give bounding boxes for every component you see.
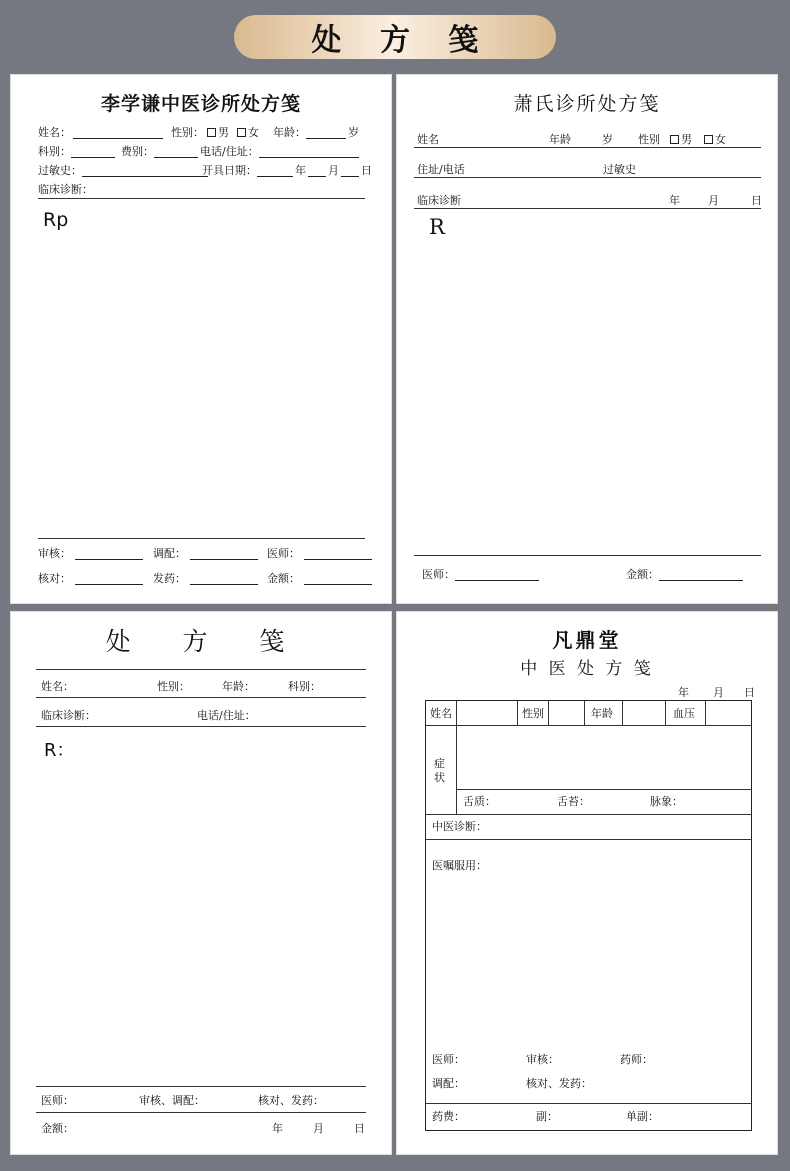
gender-label: 性别： [157, 680, 190, 693]
year-label: 年 [669, 194, 680, 207]
amount-label: 金额： [626, 568, 659, 581]
day-label: 日 [751, 194, 762, 207]
name-field[interactable] [73, 128, 163, 139]
month-field[interactable] [308, 166, 326, 177]
date-label: 开具日期： [202, 164, 257, 177]
rp-symbol: R： [44, 740, 75, 761]
month-label: 月 [708, 194, 719, 207]
amount-label: 金额： [41, 1122, 74, 1135]
dept-label: 科别： [288, 680, 321, 693]
review-label: 审核： [526, 1053, 559, 1066]
age-unit: 岁 [348, 126, 359, 139]
card-title: 处 方 笺 [105, 627, 297, 656]
dispense-label: 发药： [153, 572, 186, 585]
female-label: 女 [248, 126, 259, 139]
month-label: 月 [313, 1122, 324, 1135]
female-checkbox[interactable] [237, 128, 246, 137]
amount-field[interactable] [304, 574, 372, 585]
doctor-field[interactable] [304, 549, 372, 560]
gender-label: 性别： [171, 126, 204, 139]
row-line [414, 177, 761, 178]
allergy-field[interactable] [82, 166, 208, 177]
prescription-card-2[interactable] [396, 74, 778, 604]
rp-symbol: Rp [43, 209, 69, 231]
prescription-card-3[interactable] [10, 611, 392, 1155]
male-label: 男 [218, 126, 229, 139]
day-label: 日 [361, 164, 372, 177]
row-line [414, 147, 761, 148]
age-unit: 岁 [602, 133, 613, 146]
review-label: 审核： [38, 547, 71, 560]
age-label: 年龄 [591, 707, 613, 720]
row-line [36, 1112, 366, 1113]
gender-label: 性别 [638, 133, 660, 146]
card-title: 萧氏诊所处方笺 [513, 93, 661, 115]
month-label: 月 [713, 686, 724, 699]
female-checkbox[interactable] [704, 135, 713, 144]
phone-label: 电话/住址： [200, 145, 259, 158]
card-subtitle: 中 医 处 方 笺 [520, 659, 654, 679]
age-label: 年龄： [222, 680, 255, 693]
row-line [414, 208, 761, 209]
gender-label: 性别 [522, 707, 544, 720]
dept-label: 科别： [38, 145, 71, 158]
banner-title: 处 方 笺 [234, 15, 556, 59]
year-label: 年 [678, 686, 689, 699]
check-dispense-label: 核对、发药： [258, 1094, 324, 1107]
row-line [36, 669, 366, 670]
prescription-table [425, 700, 752, 1131]
allergy-label: 过敏史 [603, 163, 636, 176]
footer-divider [38, 538, 365, 539]
diagnosis-label: 临床诊断 [417, 194, 461, 207]
male-checkbox[interactable] [670, 135, 679, 144]
diagnosis-label: 临床诊断： [41, 709, 96, 722]
coating-label: 舌苔： [557, 795, 590, 808]
dispense-field[interactable] [190, 574, 258, 585]
tcm-diagnosis-label: 中医诊断： [432, 820, 487, 833]
age-field[interactable] [306, 128, 346, 139]
check-dispense-label: 核对、发药： [526, 1077, 592, 1090]
footer-divider [36, 1086, 366, 1087]
footer-divider [414, 555, 761, 556]
prescription-card-4[interactable] [396, 611, 778, 1155]
month-label: 月 [328, 164, 339, 177]
female-label: 女 [715, 133, 726, 146]
diagnosis-label: 临床诊断： [38, 183, 93, 196]
row-line [36, 726, 366, 727]
pulse-label: 脉象： [650, 795, 683, 808]
dept-field[interactable] [71, 147, 115, 158]
male-label: 男 [681, 133, 692, 146]
amount-field[interactable] [659, 570, 743, 581]
year-field[interactable] [257, 166, 293, 177]
check-field[interactable] [75, 574, 143, 585]
name-label: 姓名： [38, 126, 71, 139]
phone-field[interactable] [259, 147, 359, 158]
instructions-label: 医嘱服用： [432, 859, 487, 872]
single-copy-label: 单副： [626, 1110, 659, 1123]
doctor-field[interactable] [455, 570, 539, 581]
name-label: 姓名： [41, 680, 74, 693]
doctor-label: 医师： [267, 547, 300, 560]
address-label: 住址/电话 [417, 163, 465, 176]
card-title: 李学谦中医诊所处方笺 [100, 93, 301, 115]
male-checkbox[interactable] [207, 128, 216, 137]
day-label: 日 [744, 686, 755, 699]
fee-field[interactable] [154, 147, 198, 158]
symptom-label: 症 状 [434, 757, 445, 784]
prepare-field[interactable] [190, 549, 258, 560]
fee-label: 费别： [121, 145, 154, 158]
pharmacist-label: 药师： [620, 1053, 653, 1066]
prepare-label: 调配： [432, 1077, 465, 1090]
age-label: 年龄 [549, 133, 571, 146]
drug-fee-label: 药费： [432, 1110, 465, 1123]
phone-label: 电话/住址： [197, 709, 256, 722]
amount-label: 金额： [267, 572, 300, 585]
row-line [36, 697, 366, 698]
age-label: 年龄： [273, 126, 306, 139]
review-prepare-label: 审核、调配： [139, 1094, 205, 1107]
day-field[interactable] [341, 166, 359, 177]
copy-label: 副： [536, 1110, 558, 1123]
rp-symbol: R [429, 215, 445, 239]
year-label: 年 [272, 1122, 283, 1135]
doctor-label: 医师： [432, 1053, 465, 1066]
tongue-label: 舌质： [463, 795, 496, 808]
check-label: 核对： [38, 572, 71, 585]
day-label: 日 [354, 1122, 365, 1135]
allergy-label: 过敏史： [38, 164, 82, 177]
header-divider [38, 198, 365, 199]
review-field[interactable] [75, 549, 143, 560]
prepare-label: 调配： [153, 547, 186, 560]
name-label: 姓名 [430, 707, 452, 720]
name-label: 姓名 [417, 133, 439, 146]
doctor-label: 医师： [422, 568, 455, 581]
doctor-label: 医师： [41, 1094, 74, 1107]
card-title: 凡鼎堂 [552, 628, 622, 652]
prescription-card-1[interactable] [10, 74, 392, 604]
bp-label: 血压 [673, 707, 695, 720]
year-label: 年 [295, 164, 306, 177]
